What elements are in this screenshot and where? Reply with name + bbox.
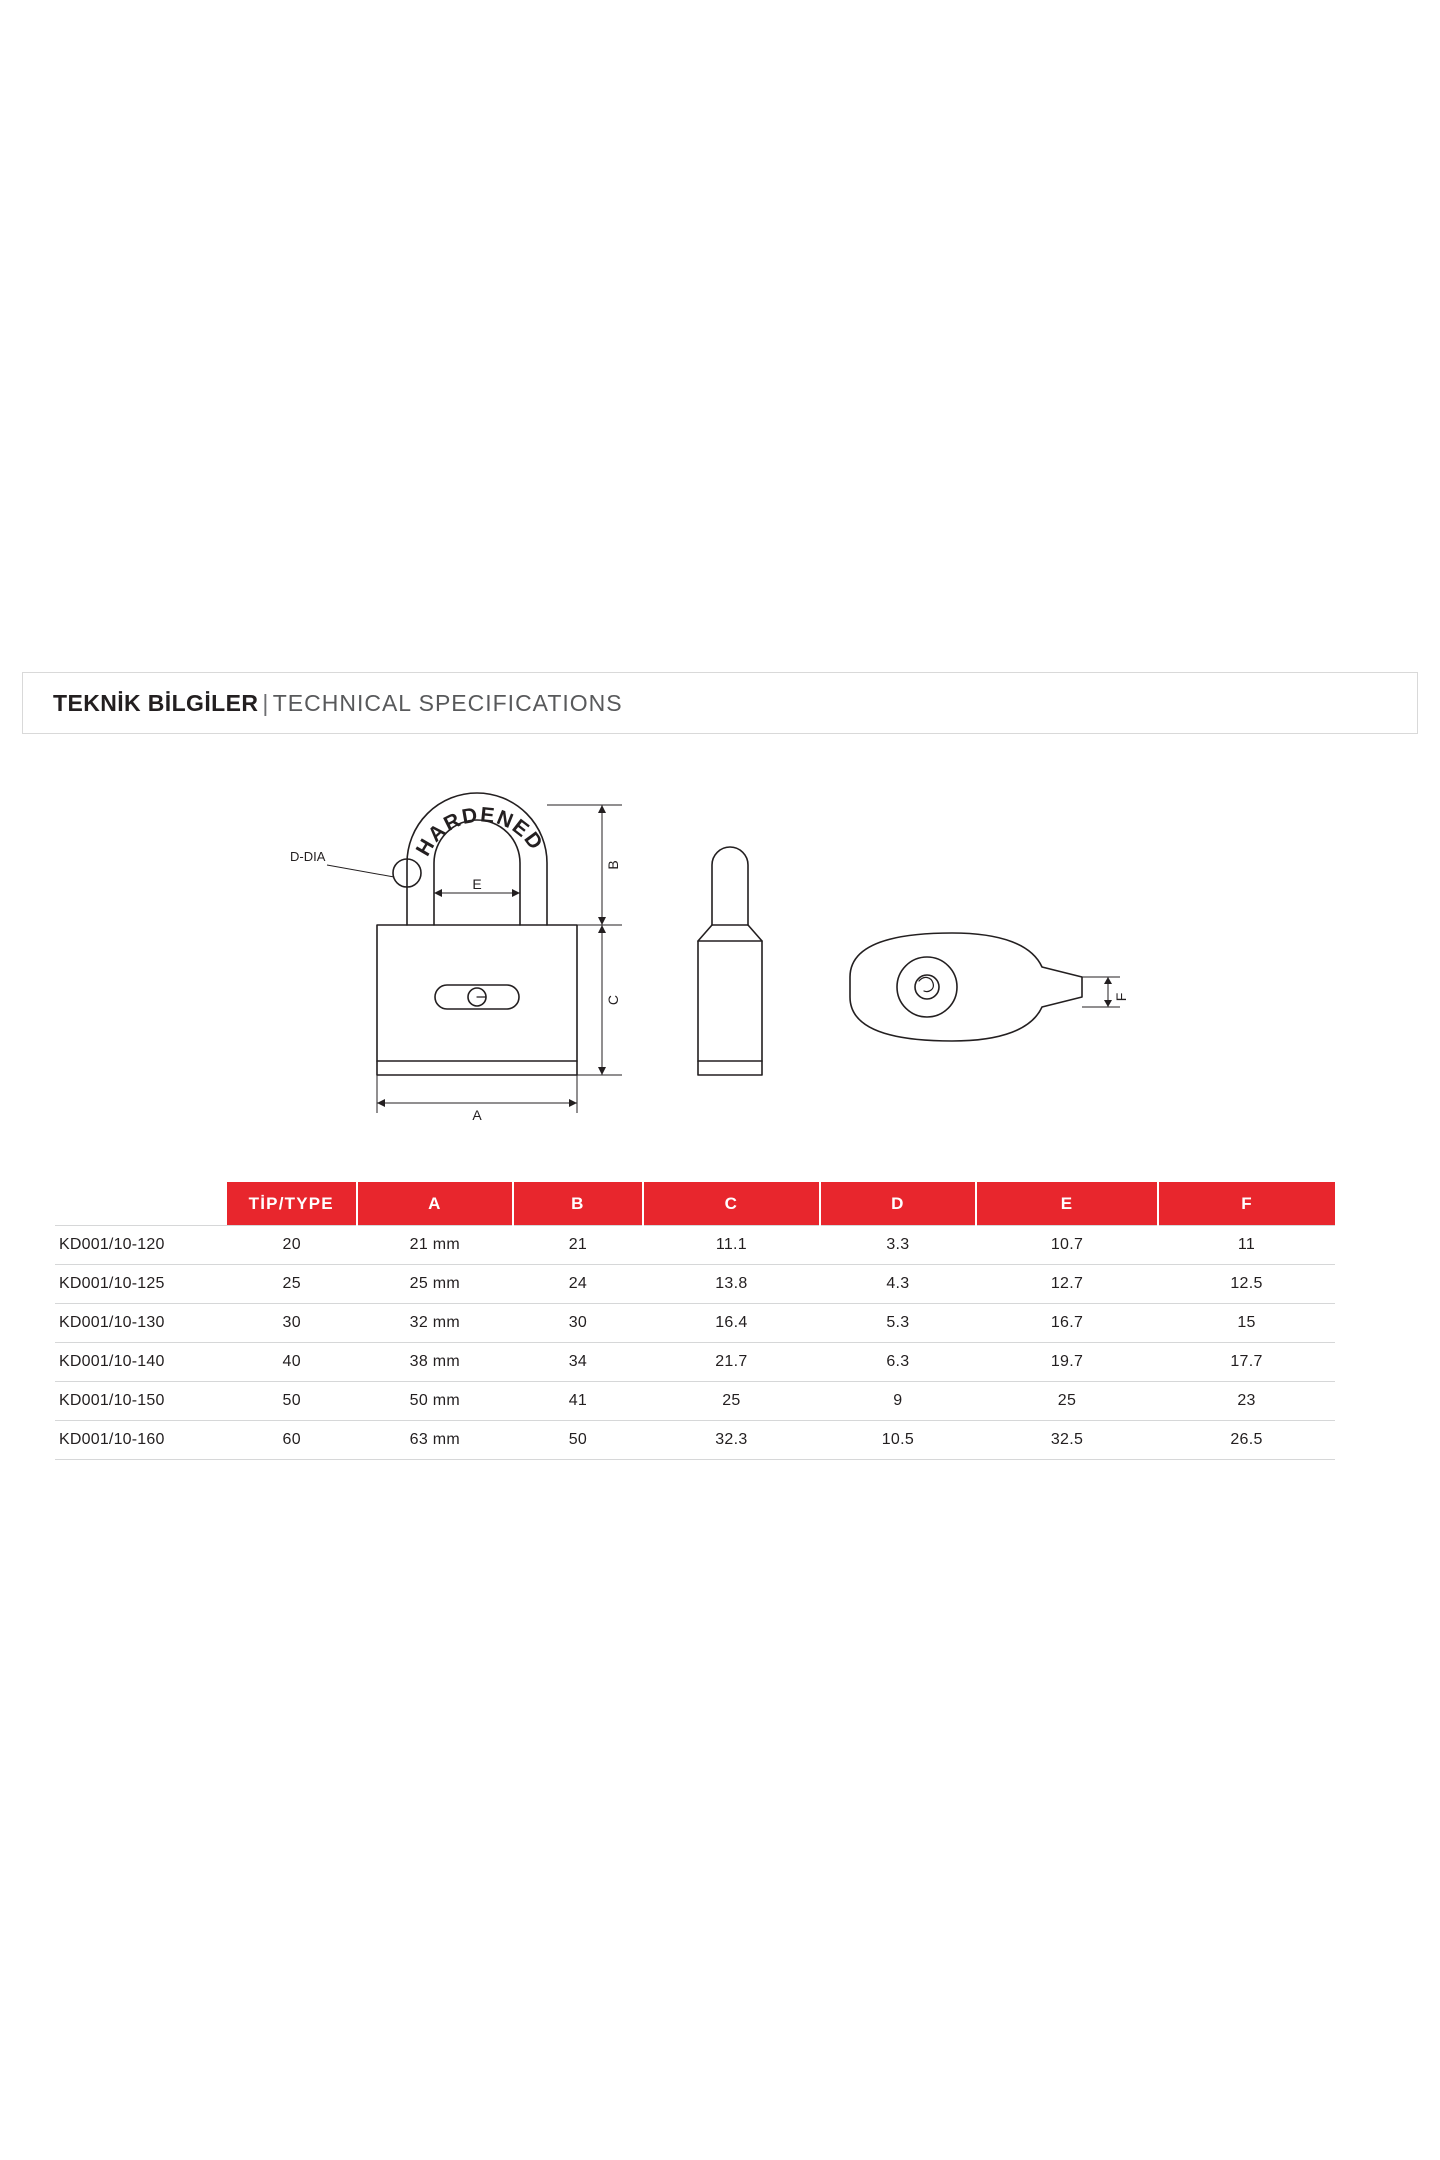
label-e: E [472, 876, 482, 892]
cell-e: 10.7 [976, 1226, 1158, 1265]
label-b: B [605, 860, 621, 870]
table-row [55, 1265, 1335, 1304]
table-header-row [55, 1182, 1335, 1226]
cell-code: KD001/10-160 [55, 1421, 227, 1460]
cell-d: 6.3 [820, 1343, 976, 1382]
table-header [55, 1182, 1335, 1226]
cell-c: 16.4 [643, 1304, 820, 1343]
cell-e: 16.7 [976, 1304, 1158, 1343]
section-title-english: TECHNICAL SPECIFICATIONS [272, 689, 623, 716]
table-header-a: A [357, 1182, 513, 1226]
label-d-dia: D-DIA [290, 849, 326, 864]
cell-type: 60 [227, 1421, 357, 1460]
cell-code: KD001/10-125 [55, 1265, 227, 1304]
cell-code: KD001/10-120 [55, 1226, 227, 1265]
cell-c: 32.3 [643, 1421, 820, 1460]
cell-f: 15 [1158, 1304, 1335, 1343]
table-row [55, 1226, 1335, 1265]
cell-a: 63 mm [357, 1421, 513, 1460]
cell-c: 25 [643, 1382, 820, 1421]
table-header-type: TİP/TYPE [227, 1182, 357, 1226]
cell-f: 23 [1158, 1382, 1335, 1421]
cell-d: 5.3 [820, 1304, 976, 1343]
cell-a: 21 mm [357, 1226, 513, 1265]
table-header-f: F [1158, 1182, 1335, 1226]
cell-b: 21 [513, 1226, 643, 1265]
cell-d: 9 [820, 1382, 976, 1421]
side-bevel-left [698, 925, 712, 941]
cell-b: 34 [513, 1343, 643, 1382]
d-dia-leader [327, 865, 394, 877]
cell-type: 50 [227, 1382, 357, 1421]
b-arrow-top [598, 805, 606, 813]
top-view-key-icon [919, 977, 933, 991]
cell-f: 12.5 [1158, 1265, 1335, 1304]
cell-type: 20 [227, 1226, 357, 1265]
f-arrow-bottom [1104, 1000, 1112, 1007]
table-row [55, 1343, 1335, 1382]
a-arrow-left [377, 1099, 385, 1107]
cell-e: 12.7 [976, 1265, 1158, 1304]
table-header-d: D [820, 1182, 976, 1226]
top-view-cylinder [897, 957, 957, 1017]
side-bevel-right [748, 925, 762, 941]
label-f: F [1113, 992, 1129, 1002]
cell-c: 13.8 [643, 1265, 820, 1304]
side-shackle [712, 847, 748, 925]
cell-b: 30 [513, 1304, 643, 1343]
cell-b: 41 [513, 1382, 643, 1421]
cell-e: 25 [976, 1382, 1158, 1421]
technical-drawing [22, 745, 1418, 1145]
shackle-hardened-text: HARDENED [411, 803, 548, 861]
lock-body [377, 925, 577, 1075]
title-separator: | [262, 689, 269, 716]
cell-a: 50 mm [357, 1382, 513, 1421]
cell-d: 4.3 [820, 1265, 976, 1304]
cell-f: 26.5 [1158, 1421, 1335, 1460]
cell-type: 25 [227, 1265, 357, 1304]
section-header-text [53, 690, 623, 717]
f-arrow-top [1104, 977, 1112, 984]
specification-table [55, 1182, 1335, 1460]
e-arrow-right [512, 889, 520, 897]
table-header-c: C [643, 1182, 820, 1226]
section-header [22, 672, 1418, 734]
section-title-turkish: TEKNİK BİLGİLER [53, 689, 259, 716]
cell-e: 32.5 [976, 1421, 1158, 1460]
cell-a: 25 mm [357, 1265, 513, 1304]
padlock-diagram-svg [22, 745, 1418, 1145]
table-body [55, 1226, 1335, 1460]
cell-a: 38 mm [357, 1343, 513, 1382]
cell-type: 30 [227, 1304, 357, 1343]
e-arrow-left [434, 889, 442, 897]
cell-code: KD001/10-140 [55, 1343, 227, 1382]
table-header-code [55, 1182, 227, 1226]
cell-f: 17.7 [1158, 1343, 1335, 1382]
table-header-b: B [513, 1182, 643, 1226]
cell-code: KD001/10-130 [55, 1304, 227, 1343]
label-c: C [605, 994, 621, 1006]
table-header-e: E [976, 1182, 1158, 1226]
cell-b: 24 [513, 1265, 643, 1304]
top-view-keyhole [915, 975, 939, 999]
side-lock-body [698, 941, 762, 1075]
table-row [55, 1382, 1335, 1421]
cell-b: 50 [513, 1421, 643, 1460]
cell-code: KD001/10-150 [55, 1382, 227, 1421]
label-a: A [472, 1107, 482, 1123]
cell-type: 40 [227, 1343, 357, 1382]
table-row [55, 1421, 1335, 1460]
cell-c: 11.1 [643, 1226, 820, 1265]
top-view-outline [850, 933, 1082, 1041]
cell-a: 32 mm [357, 1304, 513, 1343]
a-arrow-right [569, 1099, 577, 1107]
c-arrow-bottom [598, 1067, 606, 1075]
b-arrow-bottom [598, 917, 606, 925]
cell-e: 19.7 [976, 1343, 1158, 1382]
cell-f: 11 [1158, 1226, 1335, 1265]
cell-c: 21.7 [643, 1343, 820, 1382]
table-row [55, 1304, 1335, 1343]
cell-d: 10.5 [820, 1421, 976, 1460]
c-arrow-top [598, 925, 606, 933]
specification-table-container [55, 1182, 1335, 1460]
cell-d: 3.3 [820, 1226, 976, 1265]
